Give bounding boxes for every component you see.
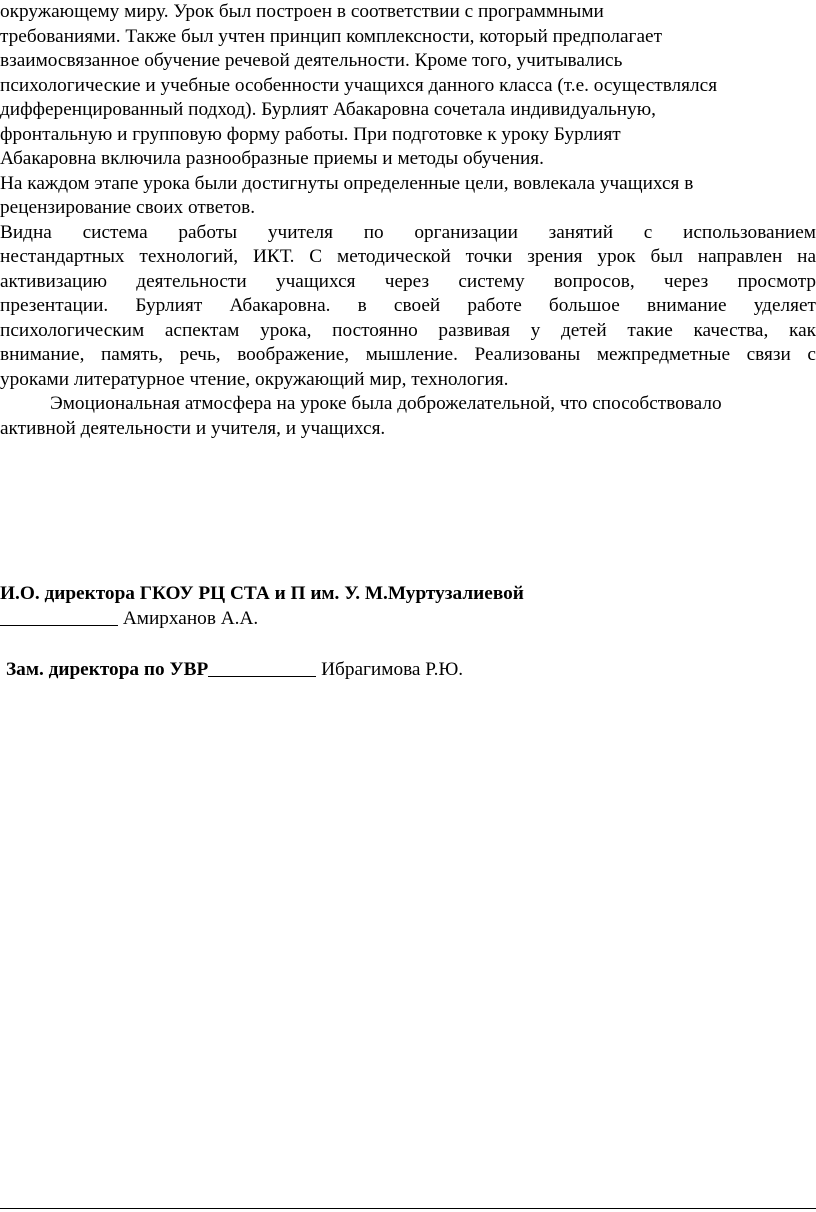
director-signature-title <box>0 582 816 607</box>
body-line: На каждом этапе урока были достигнуты определенные цели, вовлекала учащихся в <box>0 172 694 194</box>
body-line: окружающему миру. Урок был построен в соответствии с программными <box>0 1 604 22</box>
body-line: Абакаровна включила разнообразные приемы и методы обучения. <box>0 148 544 169</box>
body-line: дифференцированный подход). Бурлият Абакаровна сочетала индивидуальную, <box>0 99 656 120</box>
director-signature-line <box>0 607 816 632</box>
closing-line: Эмоциональная атмосфера на уроке была доброжелательной, что способствовало <box>50 393 722 414</box>
justified-line: активизацию деятельности учащихся через систему вопросов, через просмотр <box>0 270 816 292</box>
director-title: И.О. директора ГКОУ РЦ СТА и П им. У. М.Муртузалиевой <box>0 583 524 604</box>
director-name: Амирханов А.А. <box>122 608 259 629</box>
deputy-title: Зам. директора по УВР <box>6 659 209 680</box>
justified-line: Видна система работы учителя по организации занятий с использованием <box>0 221 816 243</box>
body-line: фронтальную и групповую форму работы. При подготовке к уроку Бурлият <box>0 123 621 145</box>
closing-line: активной деятельности и учителя, и учащихся. <box>0 417 386 439</box>
justified-line: психологическим аспектам урока, постоянно развивая у детей такие качества, как <box>0 319 816 341</box>
signature-blank <box>0 624 118 626</box>
body-line: психологические и учебные особенности учащихся данного класса (т.е. осуществлялся <box>0 74 718 96</box>
body-line: уроками литературное чтение, окружающий мир, технология. <box>0 368 509 390</box>
footer-divider <box>0 1208 816 1209</box>
deputy-signature-line <box>6 658 816 683</box>
deputy-name: Ибрагимова Р.Ю. <box>321 659 464 680</box>
justified-line: нестандартных технологий, ИКТ. С методической точки зрения урок был направлен на <box>0 246 816 267</box>
justified-line: внимание, память, речь, воображение, мышление. Реализованы межпредметные связи с <box>0 344 816 365</box>
signature-blank <box>208 675 316 677</box>
body-line: требованиями. Также был учтен принцип комплексности, который предполагает <box>0 25 663 47</box>
body-line: рецензирование своих ответов. <box>0 197 256 218</box>
justified-line: презентации. Бурлият Абакаровна. в своей работе большое внимание уделяет <box>0 295 816 316</box>
body-line: взаимосвязанное обучение речевой деятельности. Кроме того, учитывались <box>0 50 623 71</box>
document-body <box>0 0 816 441</box>
